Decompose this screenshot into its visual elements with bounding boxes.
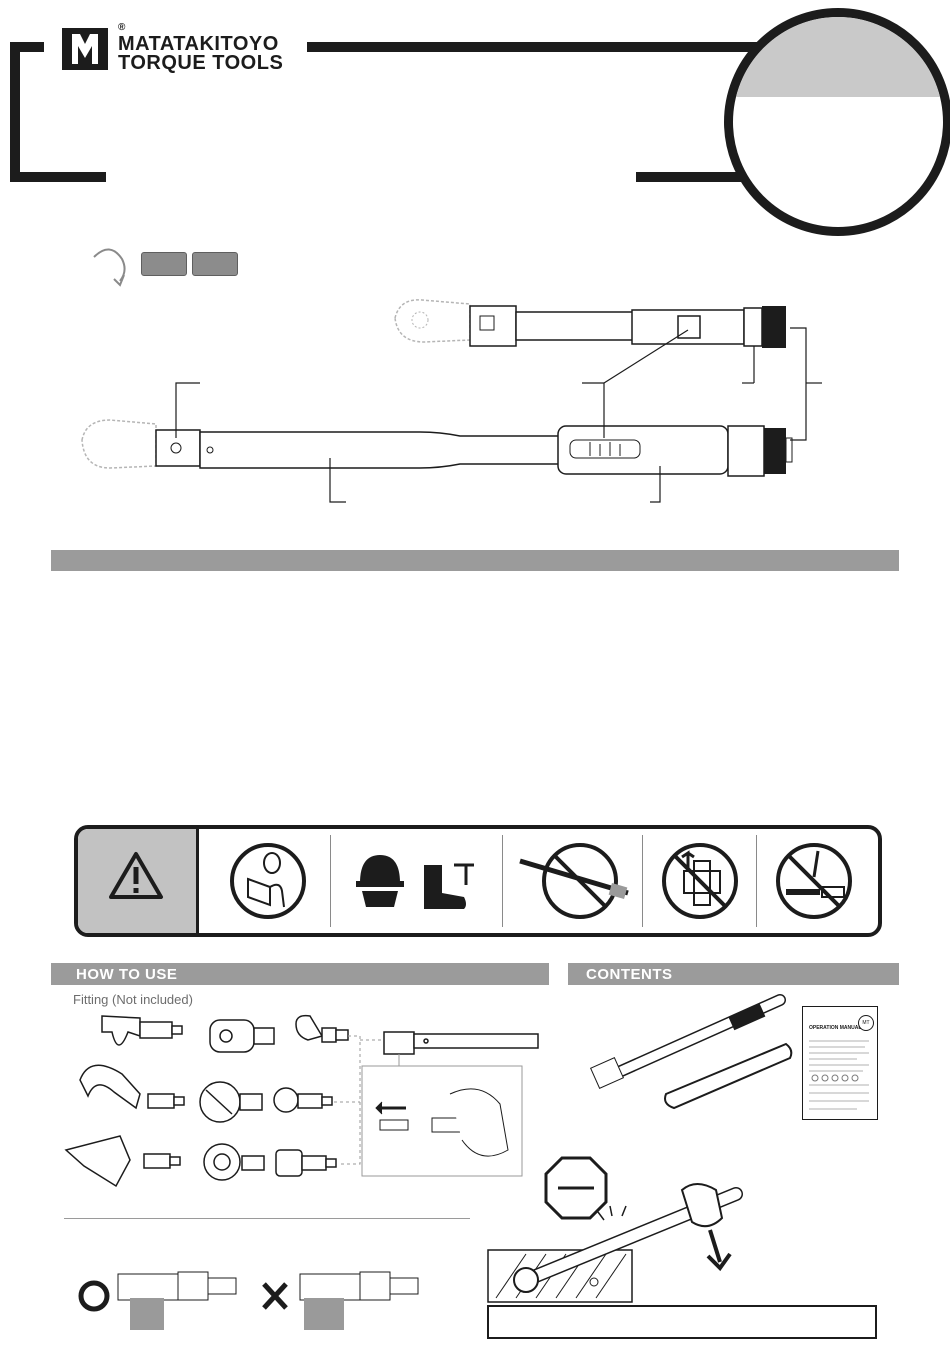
stop-caption-box: [487, 1305, 877, 1339]
contents-wrench-and-case: [590, 990, 790, 1116]
incorrect-cross-icon: [264, 1284, 286, 1308]
wrench-diagram: [0, 290, 950, 510]
manual-badge: MT: [858, 1015, 874, 1031]
contents-title: CONTENTS: [586, 966, 673, 983]
clockwise-arrow-icon: [88, 243, 134, 289]
no-bolt-overload-icon: [660, 841, 740, 921]
wrench-top-view: [395, 300, 786, 348]
correct-circle-icon: [81, 1283, 107, 1309]
registered-mark: ®: [118, 22, 126, 33]
manual-content-lines: [807, 1037, 873, 1115]
brand-name: MATATAKITOYO: [118, 33, 279, 55]
manual-title: OPERATION MANUAL: [809, 1025, 862, 1031]
read-manual-icon: [228, 841, 308, 921]
stop-illustration: [486, 1158, 766, 1304]
frame-left-bottom: [10, 172, 106, 182]
callout-lines: [176, 328, 822, 502]
warning-panel: [78, 829, 199, 933]
manual-thumbnail: [802, 1006, 878, 1120]
brand-logo: [62, 28, 108, 70]
helmet-boots-icon: [354, 845, 484, 921]
warning-triangle-icon: [108, 851, 164, 901]
no-hammering-icon: [774, 841, 854, 921]
fitting-note: Fitting (Not included): [73, 992, 193, 1007]
wrench-side-view: [82, 420, 792, 476]
brand-subtitle: TORQUE TOOLS: [118, 52, 284, 74]
warning-strip: [74, 825, 882, 937]
frame-left-vertical: [10, 42, 20, 182]
specification-section-bar: [51, 550, 899, 571]
fittings-diagram: [60, 1010, 540, 1210]
spanner-head-fitting: [102, 1016, 140, 1045]
drive-size-pill-1: [141, 252, 187, 276]
wrench-logo-icon: [62, 28, 108, 70]
section-divider: [64, 1218, 470, 1219]
header-rule-top: [307, 42, 767, 52]
usage-comparison: [78, 1268, 458, 1336]
no-extension-pipe-icon: [518, 839, 638, 923]
model-badge-circle: [724, 8, 950, 236]
how-to-use-title: HOW TO USE: [76, 966, 178, 983]
drive-size-pill-2: [192, 252, 238, 276]
adjustable-wrench-fitting: [66, 1136, 130, 1186]
hook-spanner-fitting: [80, 1065, 140, 1108]
